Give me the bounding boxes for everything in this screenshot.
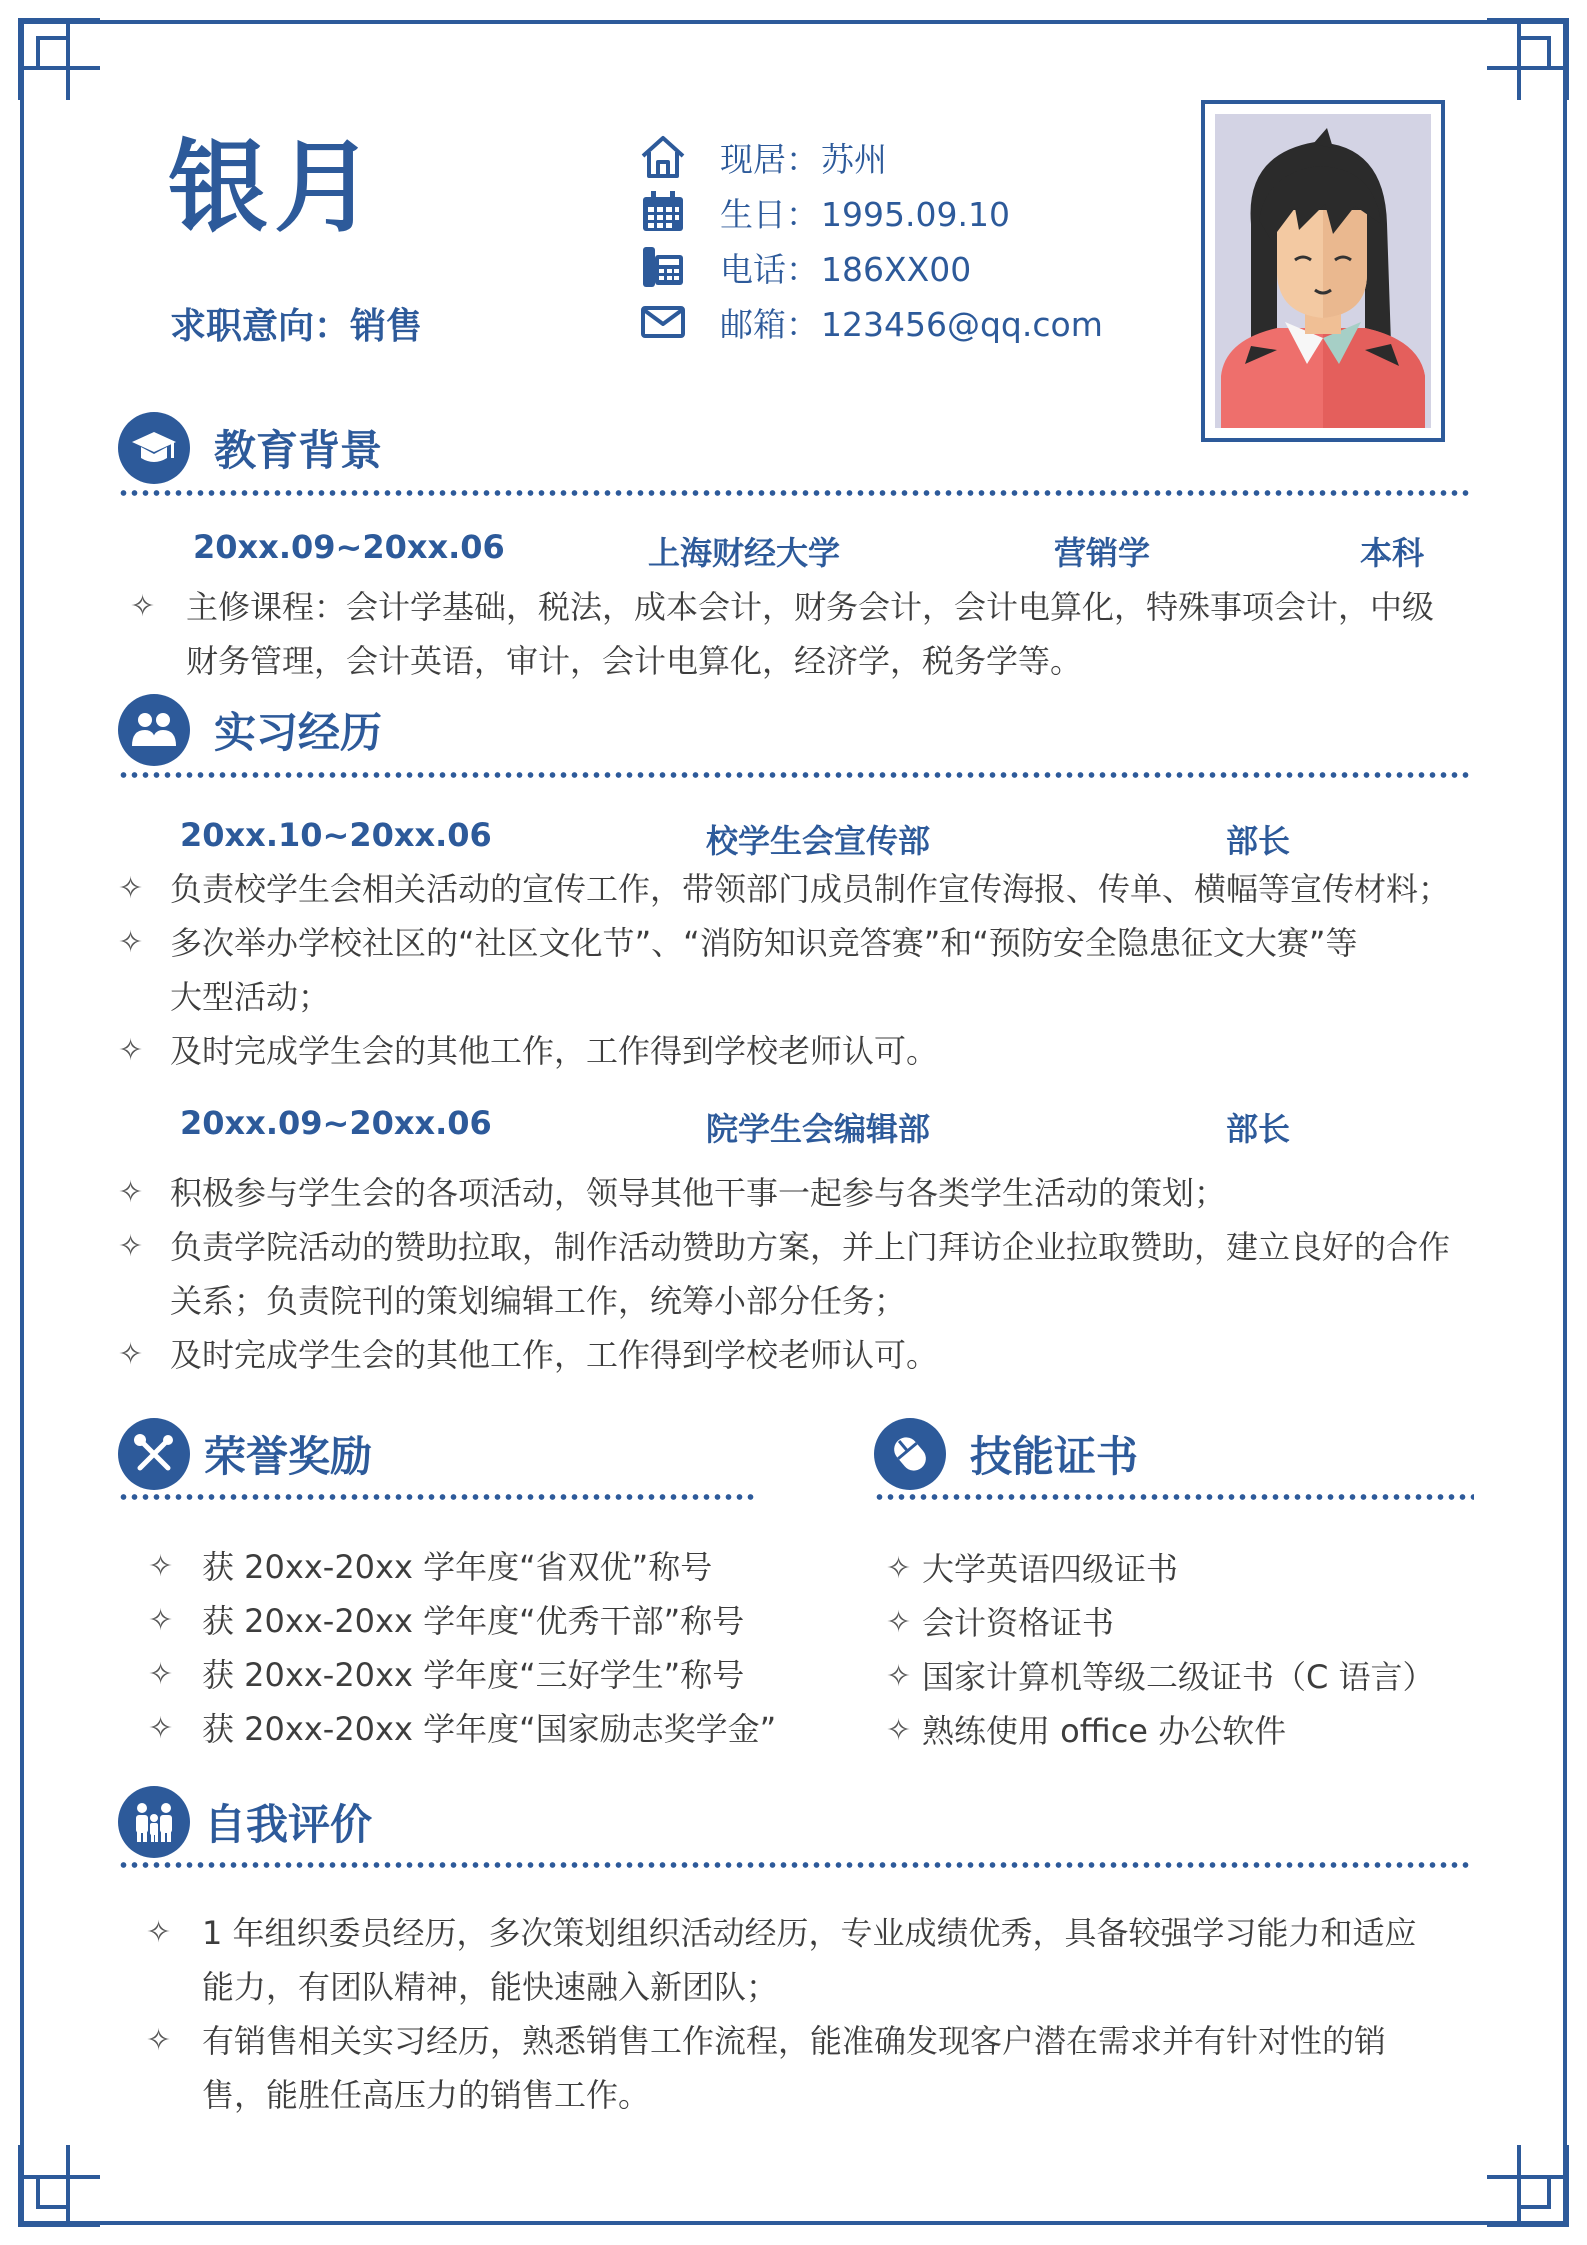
list-item — [148, 1702, 788, 1756]
bullet-icon: ✧ — [148, 1711, 174, 1746]
honor-text: 获 20xx-20xx 学年度“三好学生”称号 — [202, 1656, 745, 1694]
list-item — [118, 862, 1478, 916]
self-eval-title: 自我评价 — [204, 1800, 373, 1849]
corner-ornament-top-left — [14, 14, 104, 104]
skill-text: 国家计算机等级二级证书（C 语言） — [922, 1658, 1435, 1696]
courses-line: 财务管理，会计英语，审计，会计电算化，经济学，税务学等。 — [186, 642, 1083, 680]
bullet-icon: ✧ — [886, 1659, 912, 1694]
education-school: 上海财经大学 — [648, 534, 841, 572]
self-eval-line: 售，能胜任高压力的销售工作。 — [202, 2076, 651, 2114]
job-role: 部长 — [1226, 1110, 1291, 1148]
bullet-icon: ✧ — [148, 1657, 174, 1692]
mouse-icon — [874, 1418, 946, 1490]
list-item — [886, 1596, 1476, 1650]
info-label: 电话： — [720, 249, 819, 289]
avatar — [1215, 114, 1431, 428]
job-line: 关系；负责院刊的策划编辑工作，统筹小部分任务； — [170, 1282, 907, 1320]
mail-icon — [638, 299, 688, 345]
list-item — [146, 1906, 1476, 2014]
tools-icon — [118, 1418, 190, 1490]
info-value: 1995.09.10 — [821, 194, 1010, 234]
internship-section-header — [118, 694, 382, 766]
honor-text: 获 20xx-20xx 学年度“国家励志奖学金” — [202, 1710, 777, 1748]
graduation-cap-icon — [118, 412, 190, 484]
education-period: 20xx.09~20xx.06 — [193, 528, 505, 566]
education-major: 营销学 — [1054, 534, 1151, 572]
self-eval-line: 有销售相关实习经历，熟悉销售工作流程，能准确发现客户潜在需求并有针对性的销 — [202, 2022, 1387, 2060]
info-birthday — [638, 187, 1010, 237]
skills-section-header — [874, 1418, 1138, 1490]
candidate-name: 银月 — [168, 129, 380, 246]
info-label: 现居： — [720, 139, 819, 179]
list-item — [886, 1542, 1476, 1596]
home-icon — [638, 134, 688, 180]
bullet-icon: ✧ — [118, 1229, 144, 1264]
list-item — [118, 1024, 1478, 1078]
education-section-header — [118, 412, 382, 484]
bullet-icon: ✧ — [118, 925, 144, 960]
job-intent: 求职意向：销售 — [170, 306, 423, 347]
list-item — [886, 1650, 1476, 1704]
info-phone — [638, 242, 971, 292]
self-eval-line: 1 年组织委员经历，多次策划组织活动经历，专业成绩优秀，具备较强学习能力和适应 — [202, 1914, 1417, 1952]
list-item — [148, 1648, 788, 1702]
corner-ornament-bottom-right — [1483, 2141, 1573, 2231]
job-line: 及时完成学生会的其他工作，工作得到学校老师认可。 — [170, 1336, 939, 1374]
info-value: 123456@qq.com — [821, 304, 1103, 344]
courses-line: 主修课程：会计学基础，税法，成本会计，财务会计，会计电算化，特殊事项会计，中级 — [186, 588, 1435, 626]
info-email — [638, 297, 1103, 347]
bullet-icon: ✧ — [146, 2023, 172, 2058]
bullet-icon: ✧ — [118, 1033, 144, 1068]
honors-title: 荣誉奖励 — [204, 1432, 373, 1481]
bullet-icon: ✧ — [886, 1605, 912, 1640]
job-line: 大型活动； — [170, 978, 331, 1016]
internship-title: 实习经历 — [214, 708, 383, 757]
skill-text: 大学英语四级证书 — [922, 1550, 1179, 1588]
honor-text: 获 20xx-20xx 学年度“省双优”称号 — [202, 1548, 713, 1586]
list-item — [146, 2014, 1476, 2122]
bullet-icon: ✧ — [118, 1337, 144, 1372]
list-item — [886, 1704, 1476, 1758]
education-divider — [118, 490, 1472, 496]
calendar-icon — [638, 189, 688, 235]
honors-divider — [118, 1494, 758, 1500]
bullet-icon: ✧ — [146, 1915, 172, 1950]
bullet-icon: ✧ — [886, 1551, 912, 1586]
job-role: 部长 — [1226, 822, 1291, 860]
self-eval-divider — [118, 1862, 1472, 1868]
bullet-icon: ✧ — [118, 871, 144, 906]
bullet-icon: ✧ — [130, 589, 156, 624]
job-line: 多次举办学校社区的“社区文化节”、“消防知识竞答赛”和“预防安全隐患征文大赛”等 — [170, 924, 1358, 962]
job-org: 院学生会编辑部 — [706, 1110, 931, 1148]
profile-photo — [1201, 100, 1445, 442]
honor-text: 获 20xx-20xx 学年度“优秀干部”称号 — [202, 1602, 745, 1640]
info-label: 邮箱： — [720, 304, 819, 344]
list-item — [118, 1166, 1478, 1220]
info-residence — [638, 132, 887, 182]
info-value: 186XX00 — [821, 249, 972, 289]
job-line: 负责校学生会相关活动的宣传工作，带领部门成员制作宣传海报、传单、横幅等宣传材料； — [170, 870, 1451, 908]
skills-title: 技能证书 — [970, 1432, 1139, 1481]
list-item — [118, 916, 1478, 1024]
info-value: 苏州 — [821, 139, 887, 179]
job-line: 积极参与学生会的各项活动，领导其他干事一起参与各类学生活动的策划； — [170, 1174, 1227, 1212]
skill-text: 熟练使用 office 办公软件 — [922, 1712, 1287, 1750]
family-icon — [118, 1786, 190, 1858]
job-line: 及时完成学生会的其他工作，工作得到学校老师认可。 — [170, 1032, 939, 1070]
job-period: 20xx.09~20xx.06 — [180, 1104, 492, 1142]
info-label: 生日： — [720, 194, 819, 234]
job-org: 校学生会宣传部 — [706, 822, 931, 860]
self-eval-line: 能力，有团队精神，能快速融入新团队； — [202, 1968, 779, 2006]
list-item — [148, 1540, 788, 1594]
list-item — [118, 1328, 1478, 1382]
skill-text: 会计资格证书 — [922, 1604, 1115, 1642]
team-icon — [118, 694, 190, 766]
bullet-icon: ✧ — [148, 1549, 174, 1584]
list-item — [148, 1594, 788, 1648]
corner-ornament-bottom-left — [14, 2141, 104, 2231]
corner-ornament-top-right — [1483, 14, 1573, 104]
job-period: 20xx.10~20xx.06 — [180, 816, 492, 854]
internship-divider — [118, 772, 1472, 778]
self-eval-section-header — [118, 1786, 372, 1858]
education-title: 教育背景 — [214, 426, 383, 475]
job-line: 负责学院活动的赞助拉取，制作活动赞助方案，并上门拜访企业拉取赞助，建立良好的合作 — [170, 1228, 1451, 1266]
list-item — [118, 1220, 1478, 1328]
honors-section-header — [118, 1418, 372, 1490]
skills-divider — [874, 1494, 1474, 1500]
bullet-icon: ✧ — [118, 1175, 144, 1210]
education-degree: 本科 — [1360, 534, 1425, 572]
bullet-icon: ✧ — [148, 1603, 174, 1638]
phone-icon — [638, 244, 688, 290]
bullet-icon: ✧ — [886, 1713, 912, 1748]
list-item — [130, 580, 1480, 688]
